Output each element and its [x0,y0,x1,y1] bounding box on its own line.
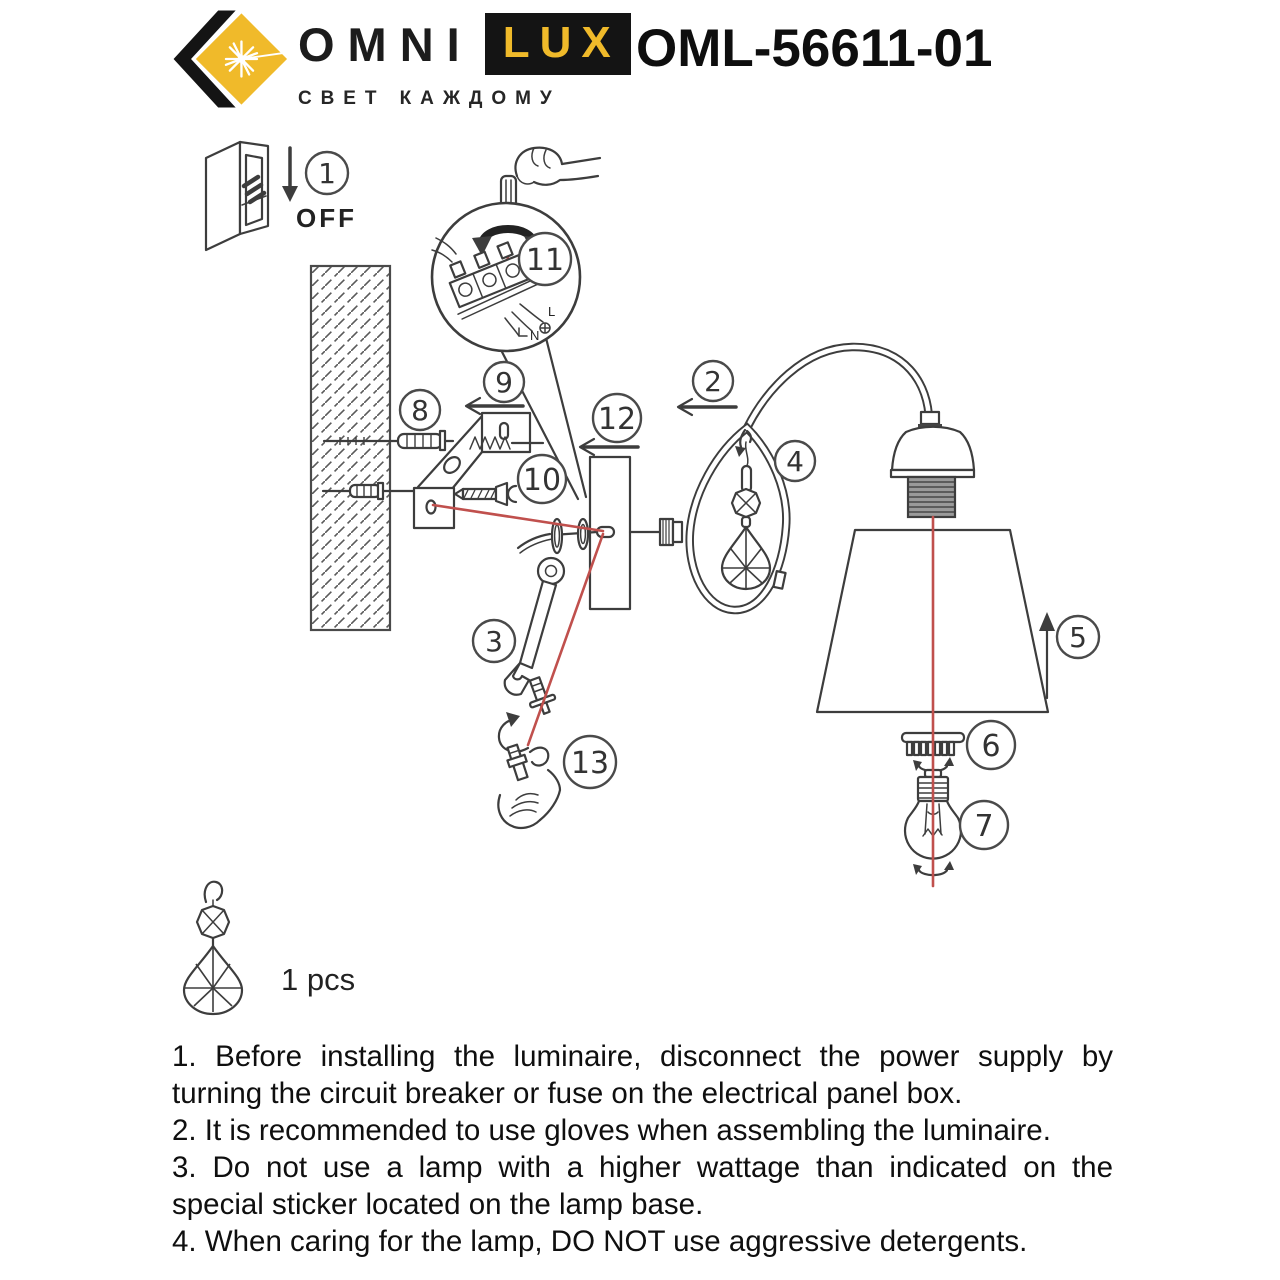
instructions-text [172,1038,1113,1260]
svg-text:11: 11 [525,243,565,278]
ground-symbol-icon [540,323,550,333]
svg-text:5: 5 [1069,621,1087,654]
wrench [505,558,564,695]
step2-arrow [678,399,736,415]
lamp-socket [891,412,974,517]
svg-text:10: 10 [522,463,562,498]
svg-text:13: 13 [570,746,610,781]
circuit-breaker-illustration [206,142,268,250]
pendant-count-label: 1 pcs [281,962,356,997]
wire-label-neutral: N [530,328,540,343]
brand-tagline: СВЕТ КАЖДОМУ [298,88,561,109]
svg-text:8: 8 [411,394,429,427]
instruction-item-3: 3. Do not use a lamp with a higher wattage than indicated on the special sticker located on the lamp base. [172,1151,1113,1221]
product-model: OML-56611-01 [636,19,993,78]
hand-installing-pin [498,712,560,828]
wall-cross-section [311,266,390,630]
svg-text:7: 7 [974,809,994,844]
threaded-nipple [630,519,682,545]
svg-text:4: 4 [786,445,804,478]
instruction-item-1: 1. Before installing the luminaire, disconnect the power supply by turning the circuit breaker or fuse on the electrical panel box. [172,1040,1113,1110]
svg-text:1: 1 [318,157,336,190]
wire-label-line: L [548,304,556,319]
spare-crystal-pendant [184,882,242,1014]
svg-text:3: 3 [485,625,503,658]
instruction-item-4: 4. When caring for the lamp, DO NOT use aggressive detergents. [172,1225,1028,1258]
arm-ferrule [773,571,785,589]
svg-text:6: 6 [981,729,1001,764]
svg-text:9: 9 [495,366,513,399]
instruction-item-2: 2. It is recommended to use gloves when assembling the luminaire. [172,1114,1051,1147]
breaker-off-label: OFF [296,203,357,233]
bracket-screw [455,483,516,505]
power-off-arrow [282,148,298,202]
brand-text-lux: LUX [485,13,631,75]
svg-text:2: 2 [704,365,722,398]
brand-text-omni: OMNI [298,17,473,71]
svg-text:12: 12 [597,402,637,437]
